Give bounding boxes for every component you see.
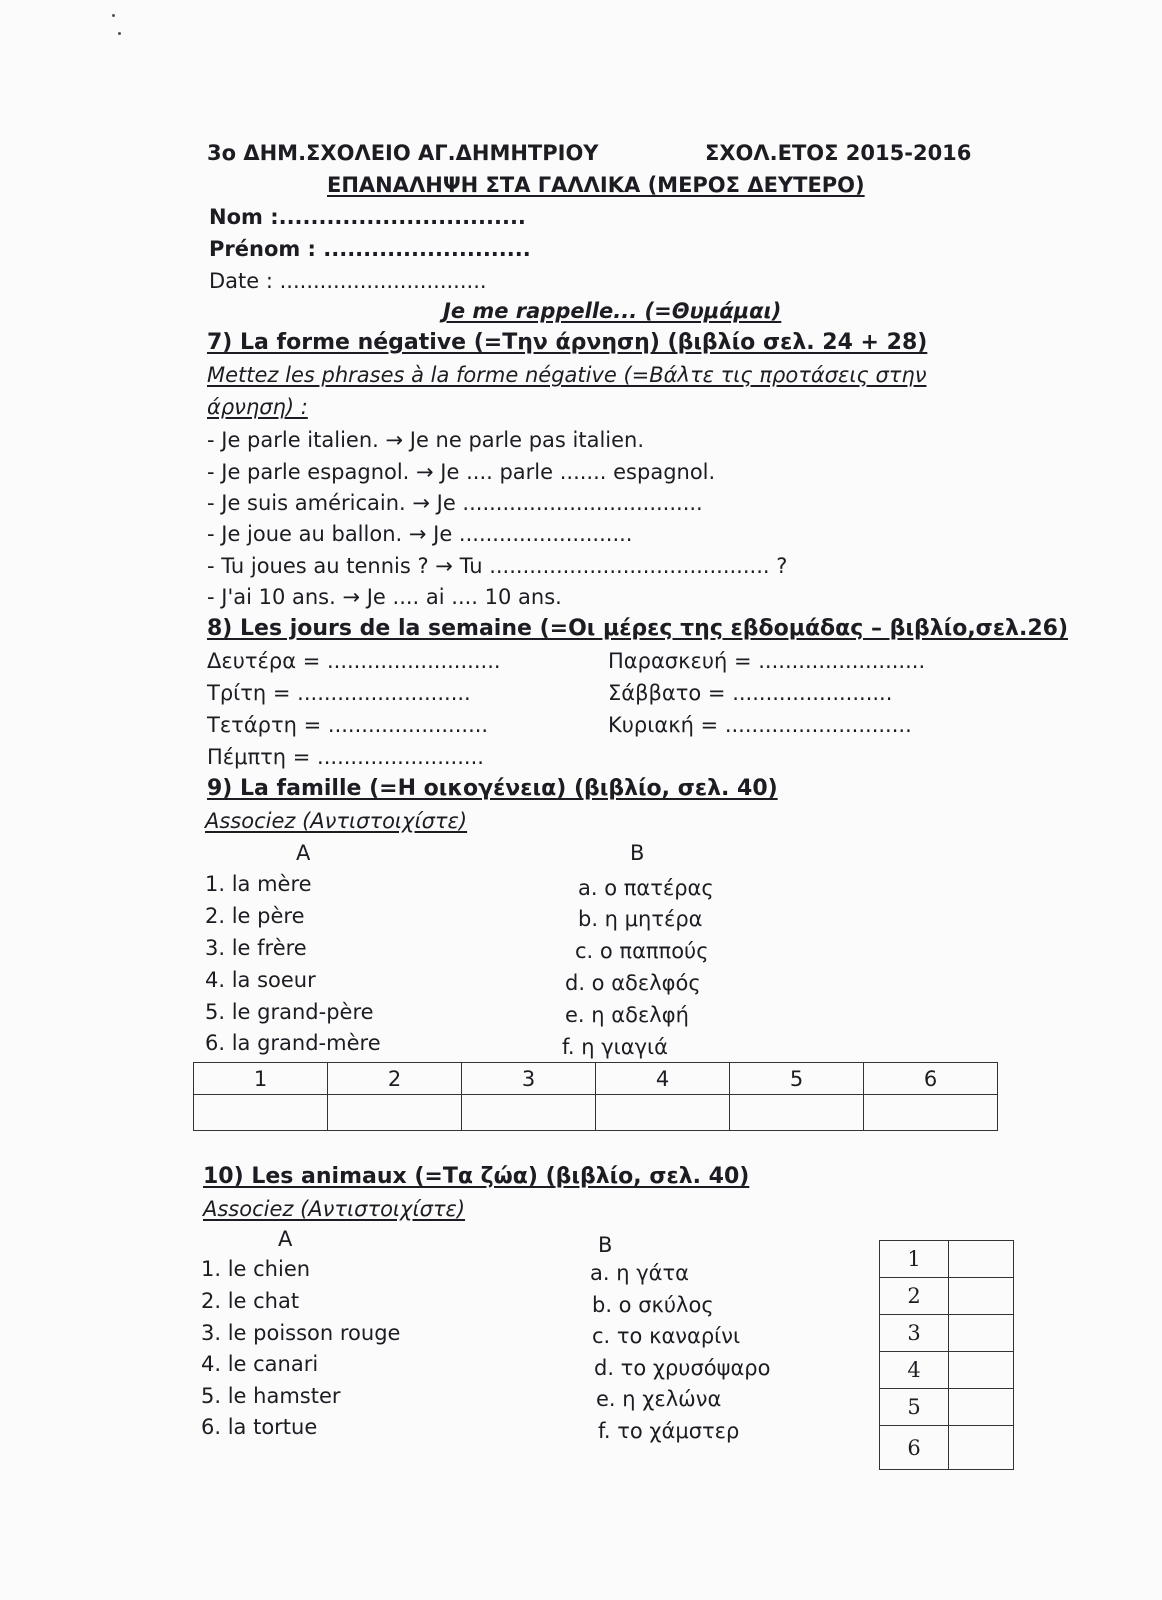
answer-cell[interactable] bbox=[949, 1352, 1014, 1389]
column-b-heading: B bbox=[598, 1233, 613, 1257]
answer-header-cell: 2 bbox=[328, 1063, 462, 1095]
weekday-right: Κυριακή = ............................ bbox=[608, 713, 912, 737]
answer-header-cell: 3 bbox=[462, 1063, 596, 1095]
section-7-instruction-cont: άρνηση) : bbox=[207, 395, 308, 419]
answer-number-cell: 2 bbox=[880, 1278, 949, 1315]
answer-cell[interactable] bbox=[596, 1095, 730, 1131]
family-word-gr: e. η αδελφή bbox=[565, 1003, 689, 1027]
weekday-left: Τετάρτη = ........................ bbox=[207, 713, 489, 737]
family-answer-table bbox=[193, 1062, 998, 1131]
nom-field: Nom :............................... bbox=[209, 205, 526, 229]
animal-word-fr: 2. le chat bbox=[201, 1289, 300, 1313]
animal-word-fr: 3. le poisson rouge bbox=[201, 1321, 401, 1345]
answer-header-cell: 5 bbox=[730, 1063, 864, 1095]
section-10-instruction: Associez (Αντιστοιχίστε) bbox=[203, 1197, 466, 1221]
family-word-fr: 4. la soeur bbox=[205, 968, 316, 992]
weekday-left: Δευτέρα = .......................... bbox=[207, 649, 501, 673]
negation-line: - Je parle espagnol. → Je .... parle ....... espagnol. bbox=[207, 460, 716, 484]
answer-number-cell: 6 bbox=[880, 1426, 949, 1470]
section-7-instruction: Mettez les phrases à la forme négative (=Βάλτε τις προτάσεις στην bbox=[207, 363, 927, 387]
animal-word-fr: 5. le hamster bbox=[201, 1384, 341, 1408]
family-word-fr: 2. le père bbox=[205, 904, 305, 928]
answer-cell[interactable] bbox=[328, 1095, 462, 1131]
animal-word-gr: b. ο σκύλος bbox=[592, 1293, 714, 1317]
answer-cell[interactable] bbox=[949, 1315, 1014, 1352]
answer-cell[interactable] bbox=[462, 1095, 596, 1131]
school-name: 3ο ΔΗΜ.ΣΧΟΛΕΙΟ ΑΓ.ΔΗΜΗΤΡΙΟΥ bbox=[207, 141, 599, 165]
worksheet-title: ΕΠΑΝΑΛΗΨΗ ΣΤΑ ΓΑΛΛΙΚΑ (ΜΕΡΟΣ ΔΕΥΤΕΡΟ) bbox=[327, 173, 865, 197]
negation-line: - Tu joues au tennis ? → Tu .......................................... ? bbox=[207, 554, 788, 578]
family-word-fr: 1. la mère bbox=[205, 872, 312, 896]
weekday-left: Τρίτη = .......................... bbox=[207, 681, 471, 705]
subtitle: Je me rappelle... (=Θυμάμαι) bbox=[443, 299, 782, 323]
answer-number-cell: 1 bbox=[880, 1241, 949, 1278]
family-word-fr: 5. le grand-père bbox=[205, 1000, 374, 1024]
section-9-instruction: Associez (Αντιστοιχίστε) bbox=[205, 809, 468, 833]
section-10-title: 10) Les animaux (=Τα ζώα) (βιβλίο, σελ. 40) bbox=[203, 1164, 750, 1189]
answer-cell[interactable] bbox=[730, 1095, 864, 1131]
negation-line: - Je joue au ballon. → Je .......................... bbox=[207, 522, 633, 546]
prenom-field: Prénom : .......................... bbox=[209, 237, 531, 261]
answer-cell[interactable] bbox=[949, 1389, 1014, 1426]
answer-cell[interactable] bbox=[949, 1278, 1014, 1315]
family-word-fr: 3. le frère bbox=[205, 936, 307, 960]
animal-word-gr: d. το χρυσόψαρο bbox=[594, 1356, 771, 1380]
answer-cell[interactable] bbox=[949, 1426, 1014, 1470]
negation-line: - Je parle italien. → Je ne parle pas italien. bbox=[207, 428, 645, 452]
animal-word-gr: c. το καναρίνι bbox=[592, 1324, 741, 1348]
negation-line: - Je suis américain. → Je .................................... bbox=[207, 491, 703, 515]
animal-word-gr: e. η χελώνα bbox=[596, 1387, 722, 1411]
family-word-gr: c. ο παππούς bbox=[575, 939, 709, 963]
answer-header-cell: 6 bbox=[864, 1063, 998, 1095]
column-a-heading: A bbox=[278, 1227, 293, 1251]
date-field: Date : ............................... bbox=[209, 269, 487, 293]
animal-answer-table bbox=[879, 1240, 1014, 1470]
family-word-gr: f. η γιαγιά bbox=[562, 1035, 668, 1059]
weekday-right: Σάββατο = ........................ bbox=[608, 681, 893, 705]
answer-header-cell: 4 bbox=[596, 1063, 730, 1095]
family-word-fr: 6. la grand-mère bbox=[205, 1031, 381, 1055]
animal-word-fr: 1. le chien bbox=[201, 1257, 311, 1281]
column-a-heading: A bbox=[296, 841, 311, 865]
section-7-title: 7) La forme négative (=Την άρνηση) (βιβλίο σελ. 24 + 28) bbox=[207, 330, 928, 355]
animal-word-fr: 6. la tortue bbox=[201, 1415, 318, 1439]
scan-speck bbox=[118, 32, 121, 35]
animal-word-fr: 4. le canari bbox=[201, 1352, 319, 1376]
negation-line: - J'ai 10 ans. → Je .... ai .... 10 ans. bbox=[207, 585, 562, 609]
section-9-title: 9) La famille (=Η οικογένεια) (βιβλίο, σελ. 40) bbox=[207, 776, 778, 801]
section-8-title: 8) Les jours de la semaine (=Οι μέρες της εβδομάδας – βιβλίο,σελ.26) bbox=[207, 616, 1069, 641]
column-b-heading: B bbox=[630, 841, 645, 865]
answer-number-cell: 5 bbox=[880, 1389, 949, 1426]
family-word-gr: a. ο πατέρας bbox=[578, 876, 714, 900]
answer-cell[interactable] bbox=[864, 1095, 998, 1131]
school-year: ΣΧΟΛ.ΕΤΟΣ 2015-2016 bbox=[705, 141, 972, 165]
family-word-gr: b. η μητέρα bbox=[578, 907, 703, 931]
answer-header-cell: 1 bbox=[194, 1063, 328, 1095]
answer-number-cell: 4 bbox=[880, 1352, 949, 1389]
answer-cell[interactable] bbox=[949, 1241, 1014, 1278]
weekday-right: Παρασκευή = ......................... bbox=[608, 649, 926, 673]
animal-word-gr: a. η γάτα bbox=[590, 1261, 689, 1285]
family-word-gr: d. ο αδελφός bbox=[565, 971, 701, 995]
scan-speck bbox=[112, 14, 115, 17]
answer-number-cell: 3 bbox=[880, 1315, 949, 1352]
weekday-left: Πέμπτη = ......................... bbox=[207, 745, 484, 769]
answer-cell[interactable] bbox=[194, 1095, 328, 1131]
animal-word-gr: f. το χάμστερ bbox=[598, 1419, 740, 1443]
